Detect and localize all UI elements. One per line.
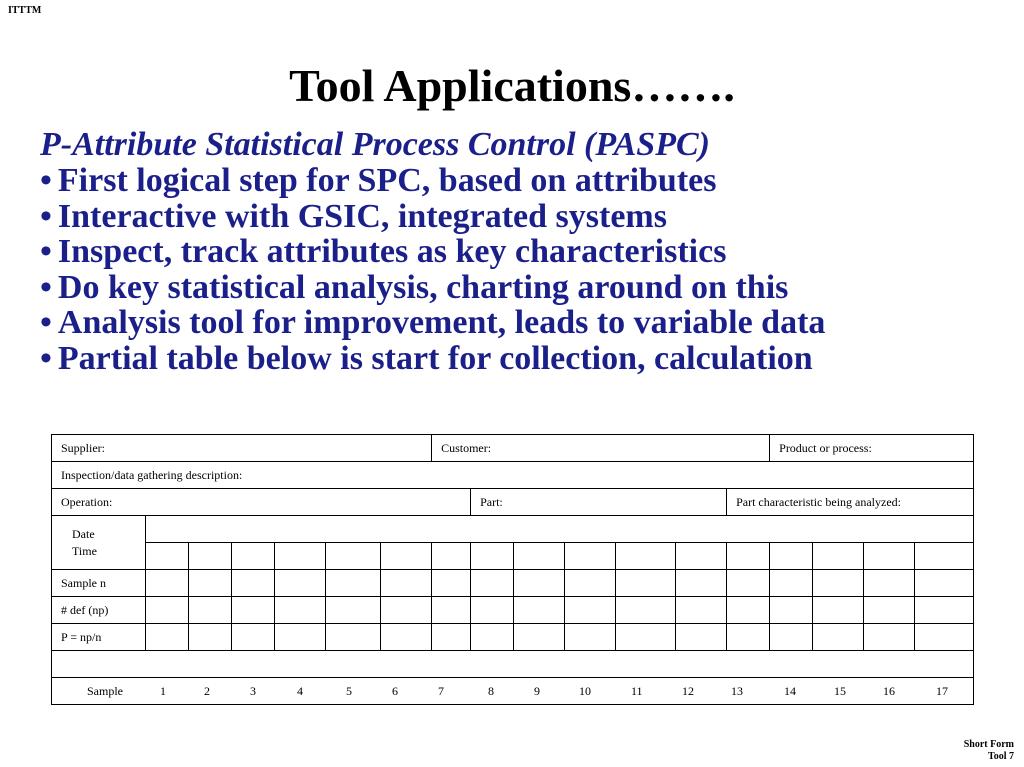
time-cell[interactable] bbox=[189, 543, 232, 570]
time-cell[interactable] bbox=[275, 543, 326, 570]
sample-n-row bbox=[52, 570, 974, 597]
bullet-item bbox=[40, 341, 825, 377]
p-ratio-cell[interactable] bbox=[770, 624, 813, 651]
num-def-cell[interactable] bbox=[616, 597, 676, 624]
sample-number: 15 bbox=[834, 684, 846, 698]
bullet-item bbox=[40, 234, 825, 270]
sample-n-cell[interactable] bbox=[676, 570, 727, 597]
date-entry[interactable] bbox=[146, 516, 974, 543]
time-cell[interactable] bbox=[471, 543, 514, 570]
sample-number: 8 bbox=[488, 684, 494, 698]
supplier-field[interactable]: Supplier: bbox=[52, 435, 432, 462]
bullet-text: Partial table below is start for collection, calculation bbox=[57, 339, 813, 377]
bullet-text: Analysis tool for improvement, leads to variable data bbox=[57, 304, 826, 342]
sample-number: 12 bbox=[682, 684, 694, 698]
footer-line: Tool 7 bbox=[987, 751, 1014, 762]
sample-n-cell[interactable] bbox=[616, 570, 676, 597]
sample-n-cell[interactable] bbox=[471, 570, 514, 597]
sample-n-cell[interactable] bbox=[326, 570, 381, 597]
p-ratio-cell[interactable] bbox=[676, 624, 727, 651]
bullet-symbol: • bbox=[40, 162, 52, 199]
blank-row-cell bbox=[52, 651, 974, 678]
supplier-row bbox=[52, 435, 974, 462]
num-def-cell[interactable] bbox=[514, 597, 565, 624]
sample-number: 4 bbox=[297, 684, 303, 698]
bullet-symbol: • bbox=[40, 304, 52, 342]
num-def-cell[interactable] bbox=[676, 597, 727, 624]
sample-label: Sample bbox=[87, 684, 123, 698]
part-field[interactable]: Part: bbox=[471, 489, 727, 516]
p-ratio-cell[interactable] bbox=[189, 624, 232, 651]
attribute-data-form bbox=[51, 434, 974, 705]
operation-row bbox=[52, 489, 974, 516]
sample-number: 9 bbox=[534, 684, 540, 698]
time-row bbox=[52, 543, 974, 570]
bullet-symbol: • bbox=[40, 233, 52, 271]
time-cell[interactable] bbox=[565, 543, 616, 570]
p-ratio-cell[interactable] bbox=[471, 624, 514, 651]
sample-n-cell[interactable] bbox=[146, 570, 189, 597]
num-def-cell[interactable] bbox=[432, 597, 471, 624]
sample-n-cell[interactable] bbox=[727, 570, 770, 597]
num-def-cell[interactable] bbox=[727, 597, 770, 624]
footer-line: Short Form bbox=[963, 739, 1014, 750]
time-cell[interactable] bbox=[864, 543, 915, 570]
sample-n-cell[interactable] bbox=[565, 570, 616, 597]
sample-n-cell[interactable] bbox=[514, 570, 565, 597]
num-def-cell[interactable] bbox=[915, 597, 974, 624]
bullet-item bbox=[40, 305, 825, 341]
sample-number: 6 bbox=[392, 684, 398, 698]
sample-n-cell[interactable] bbox=[915, 570, 974, 597]
date-row bbox=[52, 516, 974, 543]
p-ratio-cell[interactable] bbox=[275, 624, 326, 651]
date-label: Date bbox=[72, 526, 95, 541]
footer-tag bbox=[964, 739, 1014, 763]
operation-field[interactable]: Operation: bbox=[52, 489, 471, 516]
sample-n-cell[interactable] bbox=[189, 570, 232, 597]
sample-n-cell[interactable] bbox=[232, 570, 275, 597]
sample-number: 14 bbox=[784, 684, 796, 698]
p-ratio-cell[interactable] bbox=[514, 624, 565, 651]
sample-number: 3 bbox=[250, 684, 256, 698]
num-def-cell[interactable] bbox=[813, 597, 864, 624]
sample-number-row bbox=[52, 678, 974, 705]
sample-number-list bbox=[52, 678, 973, 704]
page-title: Tool Applications……. bbox=[289, 60, 735, 111]
p-ratio-cell[interactable] bbox=[432, 624, 471, 651]
subtitle: P-Attribute Statistical Process Control (PASPC) bbox=[40, 126, 710, 163]
num-def-cell[interactable] bbox=[326, 597, 381, 624]
date-time-label bbox=[52, 516, 146, 570]
sample-number: 10 bbox=[579, 684, 591, 698]
p-ratio-cell[interactable] bbox=[232, 624, 275, 651]
time-cell[interactable] bbox=[616, 543, 676, 570]
p-ratio-label: P = np/n bbox=[52, 624, 146, 651]
p-ratio-cell[interactable] bbox=[326, 624, 381, 651]
num-def-cell[interactable] bbox=[565, 597, 616, 624]
bullet-list bbox=[40, 163, 825, 377]
num-def-cell[interactable] bbox=[864, 597, 915, 624]
num-def-cell[interactable] bbox=[471, 597, 514, 624]
bullet-text: First logical step for SPC, based on attributes bbox=[57, 162, 717, 199]
inspection-row bbox=[52, 462, 974, 489]
time-cell[interactable] bbox=[915, 543, 974, 570]
time-cell[interactable] bbox=[727, 543, 770, 570]
num-def-cell[interactable] bbox=[381, 597, 432, 624]
time-cell[interactable] bbox=[770, 543, 813, 570]
bullet-item bbox=[40, 199, 825, 235]
time-cell[interactable] bbox=[813, 543, 864, 570]
num-def-cell[interactable] bbox=[146, 597, 189, 624]
sample-n-cell[interactable] bbox=[864, 570, 915, 597]
sample-number: 5 bbox=[346, 684, 352, 698]
bullet-item bbox=[40, 163, 825, 199]
customer-field[interactable]: Customer: bbox=[432, 435, 770, 462]
bullet-text: Do key statistical analysis, charting around on this bbox=[57, 268, 789, 306]
time-cell[interactable] bbox=[514, 543, 565, 570]
time-cell[interactable] bbox=[326, 543, 381, 570]
time-cell[interactable] bbox=[146, 543, 189, 570]
corner-tag: ITTTM bbox=[8, 5, 42, 16]
sample-n-label: Sample n bbox=[52, 570, 146, 597]
sample-number: 17 bbox=[936, 684, 948, 698]
sample-number: 7 bbox=[438, 684, 444, 698]
p-ratio-cell[interactable] bbox=[864, 624, 915, 651]
time-cell[interactable] bbox=[676, 543, 727, 570]
sample-number: 1 bbox=[160, 684, 166, 698]
bullet-text: Interactive with GSIC, integrated systems bbox=[57, 197, 667, 235]
bullet-item bbox=[40, 270, 825, 306]
num-def-cell[interactable] bbox=[770, 597, 813, 624]
sample-number: 2 bbox=[204, 684, 210, 698]
sample-number-strip bbox=[52, 678, 974, 705]
blank-row bbox=[52, 651, 974, 678]
part-characteristic-field[interactable]: Part characteristic being analyzed: bbox=[727, 489, 974, 516]
bullet-symbol: • bbox=[40, 339, 52, 377]
product-field[interactable]: Product or process: bbox=[770, 435, 974, 462]
bullet-symbol: • bbox=[40, 268, 52, 306]
bullet-symbol: • bbox=[40, 197, 52, 235]
num-def-label: # def (np) bbox=[52, 597, 146, 624]
time-cell[interactable] bbox=[232, 543, 275, 570]
sample-n-cell[interactable] bbox=[432, 570, 471, 597]
sample-number: 13 bbox=[731, 684, 743, 698]
p-ratio-cell[interactable] bbox=[727, 624, 770, 651]
inspection-field[interactable]: Inspection/data gathering description: bbox=[52, 462, 974, 489]
sample-n-cell[interactable] bbox=[381, 570, 432, 597]
p-ratio-cell[interactable] bbox=[813, 624, 864, 651]
sample-number: 11 bbox=[631, 684, 643, 698]
sample-number: 16 bbox=[883, 684, 895, 698]
p-ratio-row bbox=[52, 624, 974, 651]
num-def-cell[interactable] bbox=[275, 597, 326, 624]
p-ratio-cell[interactable] bbox=[616, 624, 676, 651]
sample-n-cell[interactable] bbox=[813, 570, 864, 597]
p-ratio-cell[interactable] bbox=[381, 624, 432, 651]
bullet-text: Inspect, track attributes as key characteristics bbox=[57, 233, 727, 271]
p-ratio-cell[interactable] bbox=[915, 624, 974, 651]
time-label: Time bbox=[72, 543, 97, 558]
num-def-row bbox=[52, 597, 974, 624]
p-ratio-cell[interactable] bbox=[565, 624, 616, 651]
num-def-cell[interactable] bbox=[189, 597, 232, 624]
sample-n-cell[interactable] bbox=[770, 570, 813, 597]
num-def-cell[interactable] bbox=[232, 597, 275, 624]
p-ratio-cell[interactable] bbox=[146, 624, 189, 651]
time-cell[interactable] bbox=[381, 543, 432, 570]
time-cell[interactable] bbox=[432, 543, 471, 570]
sample-n-cell[interactable] bbox=[275, 570, 326, 597]
